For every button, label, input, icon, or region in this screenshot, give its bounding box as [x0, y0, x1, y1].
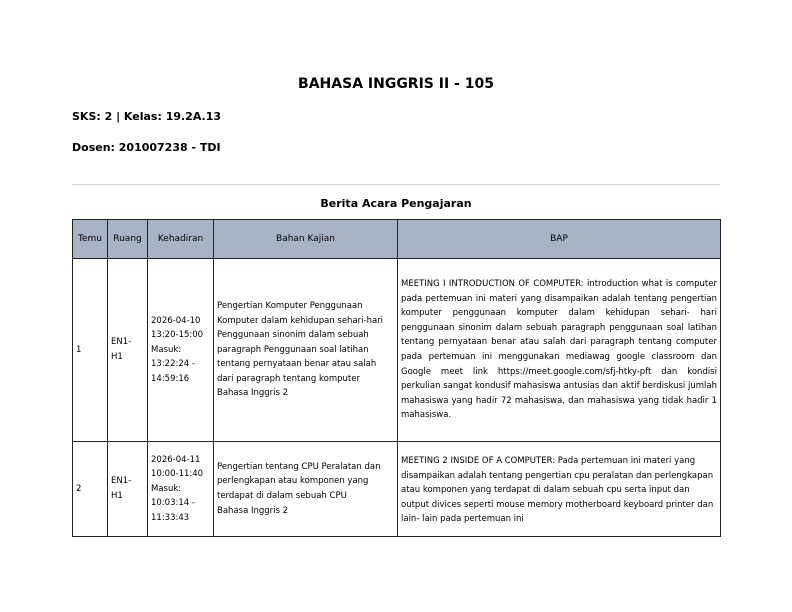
cell-ruang: EN1- H1	[108, 442, 148, 537]
header-bahan-kajian: Bahan Kajian	[214, 220, 398, 259]
cell-bap-container	[398, 442, 721, 537]
teaching-report-table	[72, 219, 721, 537]
section-caption: Berita Acara Pengajaran	[320, 197, 472, 210]
table-row	[73, 259, 721, 442]
header-bap: BAP	[398, 220, 721, 259]
cell-bap: MEETING 2 INSIDE OF A COMPUTER: Pada pertemuan ini materi yang disampaikan adalah tentang pengertian cpu peralatan dan perlengkapan atau komponen yang terdapat di dalam sebuah cpu serta input dan output divices seperti mouse memory motherboard keyboard printer dan lain- lain pada pertemuan ini	[401, 456, 714, 524]
lecturer-line: Dosen: 201007238 - TDI	[72, 141, 221, 154]
cell-temu: 1	[73, 259, 108, 442]
cell-bahan-kajian: Pengertian tentang CPU Peralatan dan perlengkapan atau komponen yang terdapat di dalam sebuah CPU Bahasa Inggris 2	[214, 442, 398, 537]
cell-kehadiran: 2026-04-11 10:00-11:40 Masuk: 10:03:14 - 11:33:43	[148, 442, 214, 537]
table-header-row	[73, 220, 721, 259]
header-kehadiran: Kehadiran	[148, 220, 214, 259]
table-row	[73, 442, 721, 537]
cell-bahan-kajian: Pengertian Komputer Penggunaan Komputer dalam kehidupan sehari-hari Penggunaan sinonim dalam sebuah paragraph Penggunaan soal latihan tentang pernyataan benar atau salah dari paragraph tentang komputer Bahasa Inggris 2	[214, 259, 398, 442]
cell-ruang: EN1- H1	[108, 259, 148, 442]
divider	[72, 184, 720, 185]
cell-bap: MEETING I INTRODUCTION OF COMPUTER: introduction what is computer pada pertemuan ini materi yang disampaikan adalah tentang pengertian komputer penggunaan komputer dalam kehidupan sehari- hari penggunaan sinonim dalam sebuah paragraph penggunaan soal latihan tentang pernyataan benar atau salah dari paragraph tentang computer pada pertemuan ini menggunakan mediawag google classroom dan Google meet link https://meet.google.com/sfj-htky-pft dan kondisi perkulian sangat kondusif mahasiswa antusias dan aktif berdiskusi jumlah mahasiswa yang hadir 72 mahasiswa, dan mahasiswa yang tidak hadir 1 mahasiswa.	[398, 259, 721, 442]
header-temu: Temu	[73, 220, 108, 259]
cell-temu: 2	[73, 442, 108, 537]
header-ruang: Ruang	[108, 220, 148, 259]
sks-class-line: SKS: 2 | Kelas: 19.2A.13	[72, 110, 222, 123]
course-title: BAHASA INGGRIS II - 105	[298, 76, 494, 92]
cell-kehadiran: 2026-04-10 13:20-15:00 Masuk: 13:22:24 - 14:59:16	[148, 259, 214, 442]
